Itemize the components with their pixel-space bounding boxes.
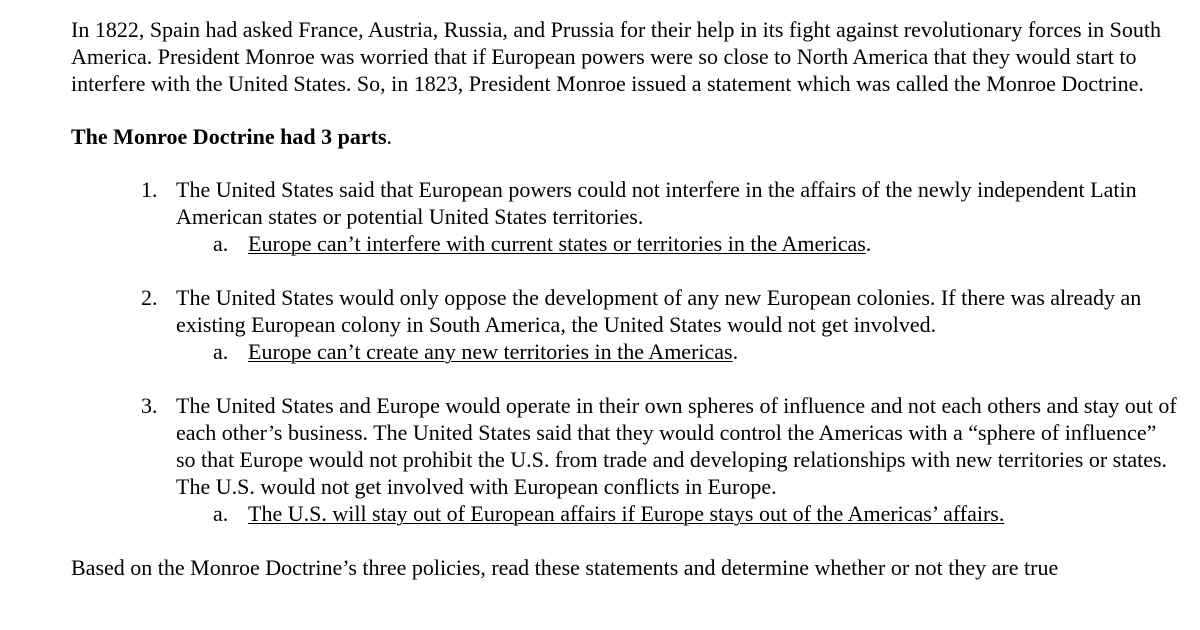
part-text: The United States and Europe would operate in their own spheres of influence and not each others and stay out of each other’s business. The United States said that they would control the Americas with a “sphere of influence” so that Europe would not prohibit the U.S. from trade and developing relationships with new territories or states. The U.S. would not get involved with European conflicts in Europe.	[176, 393, 1177, 499]
doctrine-part-2	[71, 284, 1181, 365]
part-number: 1.	[141, 177, 158, 202]
part-summary	[71, 230, 1181, 257]
summary-tail: .	[865, 231, 872, 256]
section-heading-bold: The Monroe Doctrine had 3 parts	[71, 124, 387, 149]
summary-text: Europe can’t create any new territories in the Americas	[248, 339, 733, 364]
part-text: The United States said that European powers could not interfere in the affairs of the newly independent Latin American states or potential United States territories.	[176, 177, 1137, 229]
part-summary	[71, 500, 1181, 527]
summary-tail: .	[732, 339, 739, 364]
summary-letter: a.	[213, 501, 229, 526]
section-heading	[71, 123, 1181, 150]
summary-letter: a.	[213, 339, 229, 364]
summary-letter: a.	[213, 231, 229, 256]
intro-paragraph: In 1822, Spain had asked France, Austria, Russia, and Prussia for their help in its fight against revolutionary forces in South America. President Monroe was worried that if European powers were so close to North America that they would start to interfere with the United States. So, in 1823, President Monroe issued a statement which was called the Monroe Doctrine.	[71, 17, 1162, 96]
doctrine-parts-list	[71, 176, 1181, 527]
part-text: The United States would only oppose the development of any new European colonies. If there was already an existing European colony in South America, the United States would not get involved.	[176, 285, 1142, 337]
part-summary	[71, 338, 1181, 365]
doctrine-part-3	[71, 392, 1181, 527]
doctrine-part-1	[71, 176, 1181, 257]
summary-text: The U.S. will stay out of European affairs if Europe stays out of the Americas’ affairs.	[248, 501, 1005, 526]
section-heading-tail: .	[386, 124, 393, 149]
part-number: 2.	[141, 285, 158, 310]
closing-paragraph: Based on the Monroe Doctrine’s three policies, read these statements and determine whether or not they are true	[71, 555, 1059, 580]
part-number: 3.	[141, 393, 158, 418]
document-page	[71, 16, 1181, 581]
summary-text: Europe can’t interfere with current states or territories in the Americas	[248, 231, 866, 256]
